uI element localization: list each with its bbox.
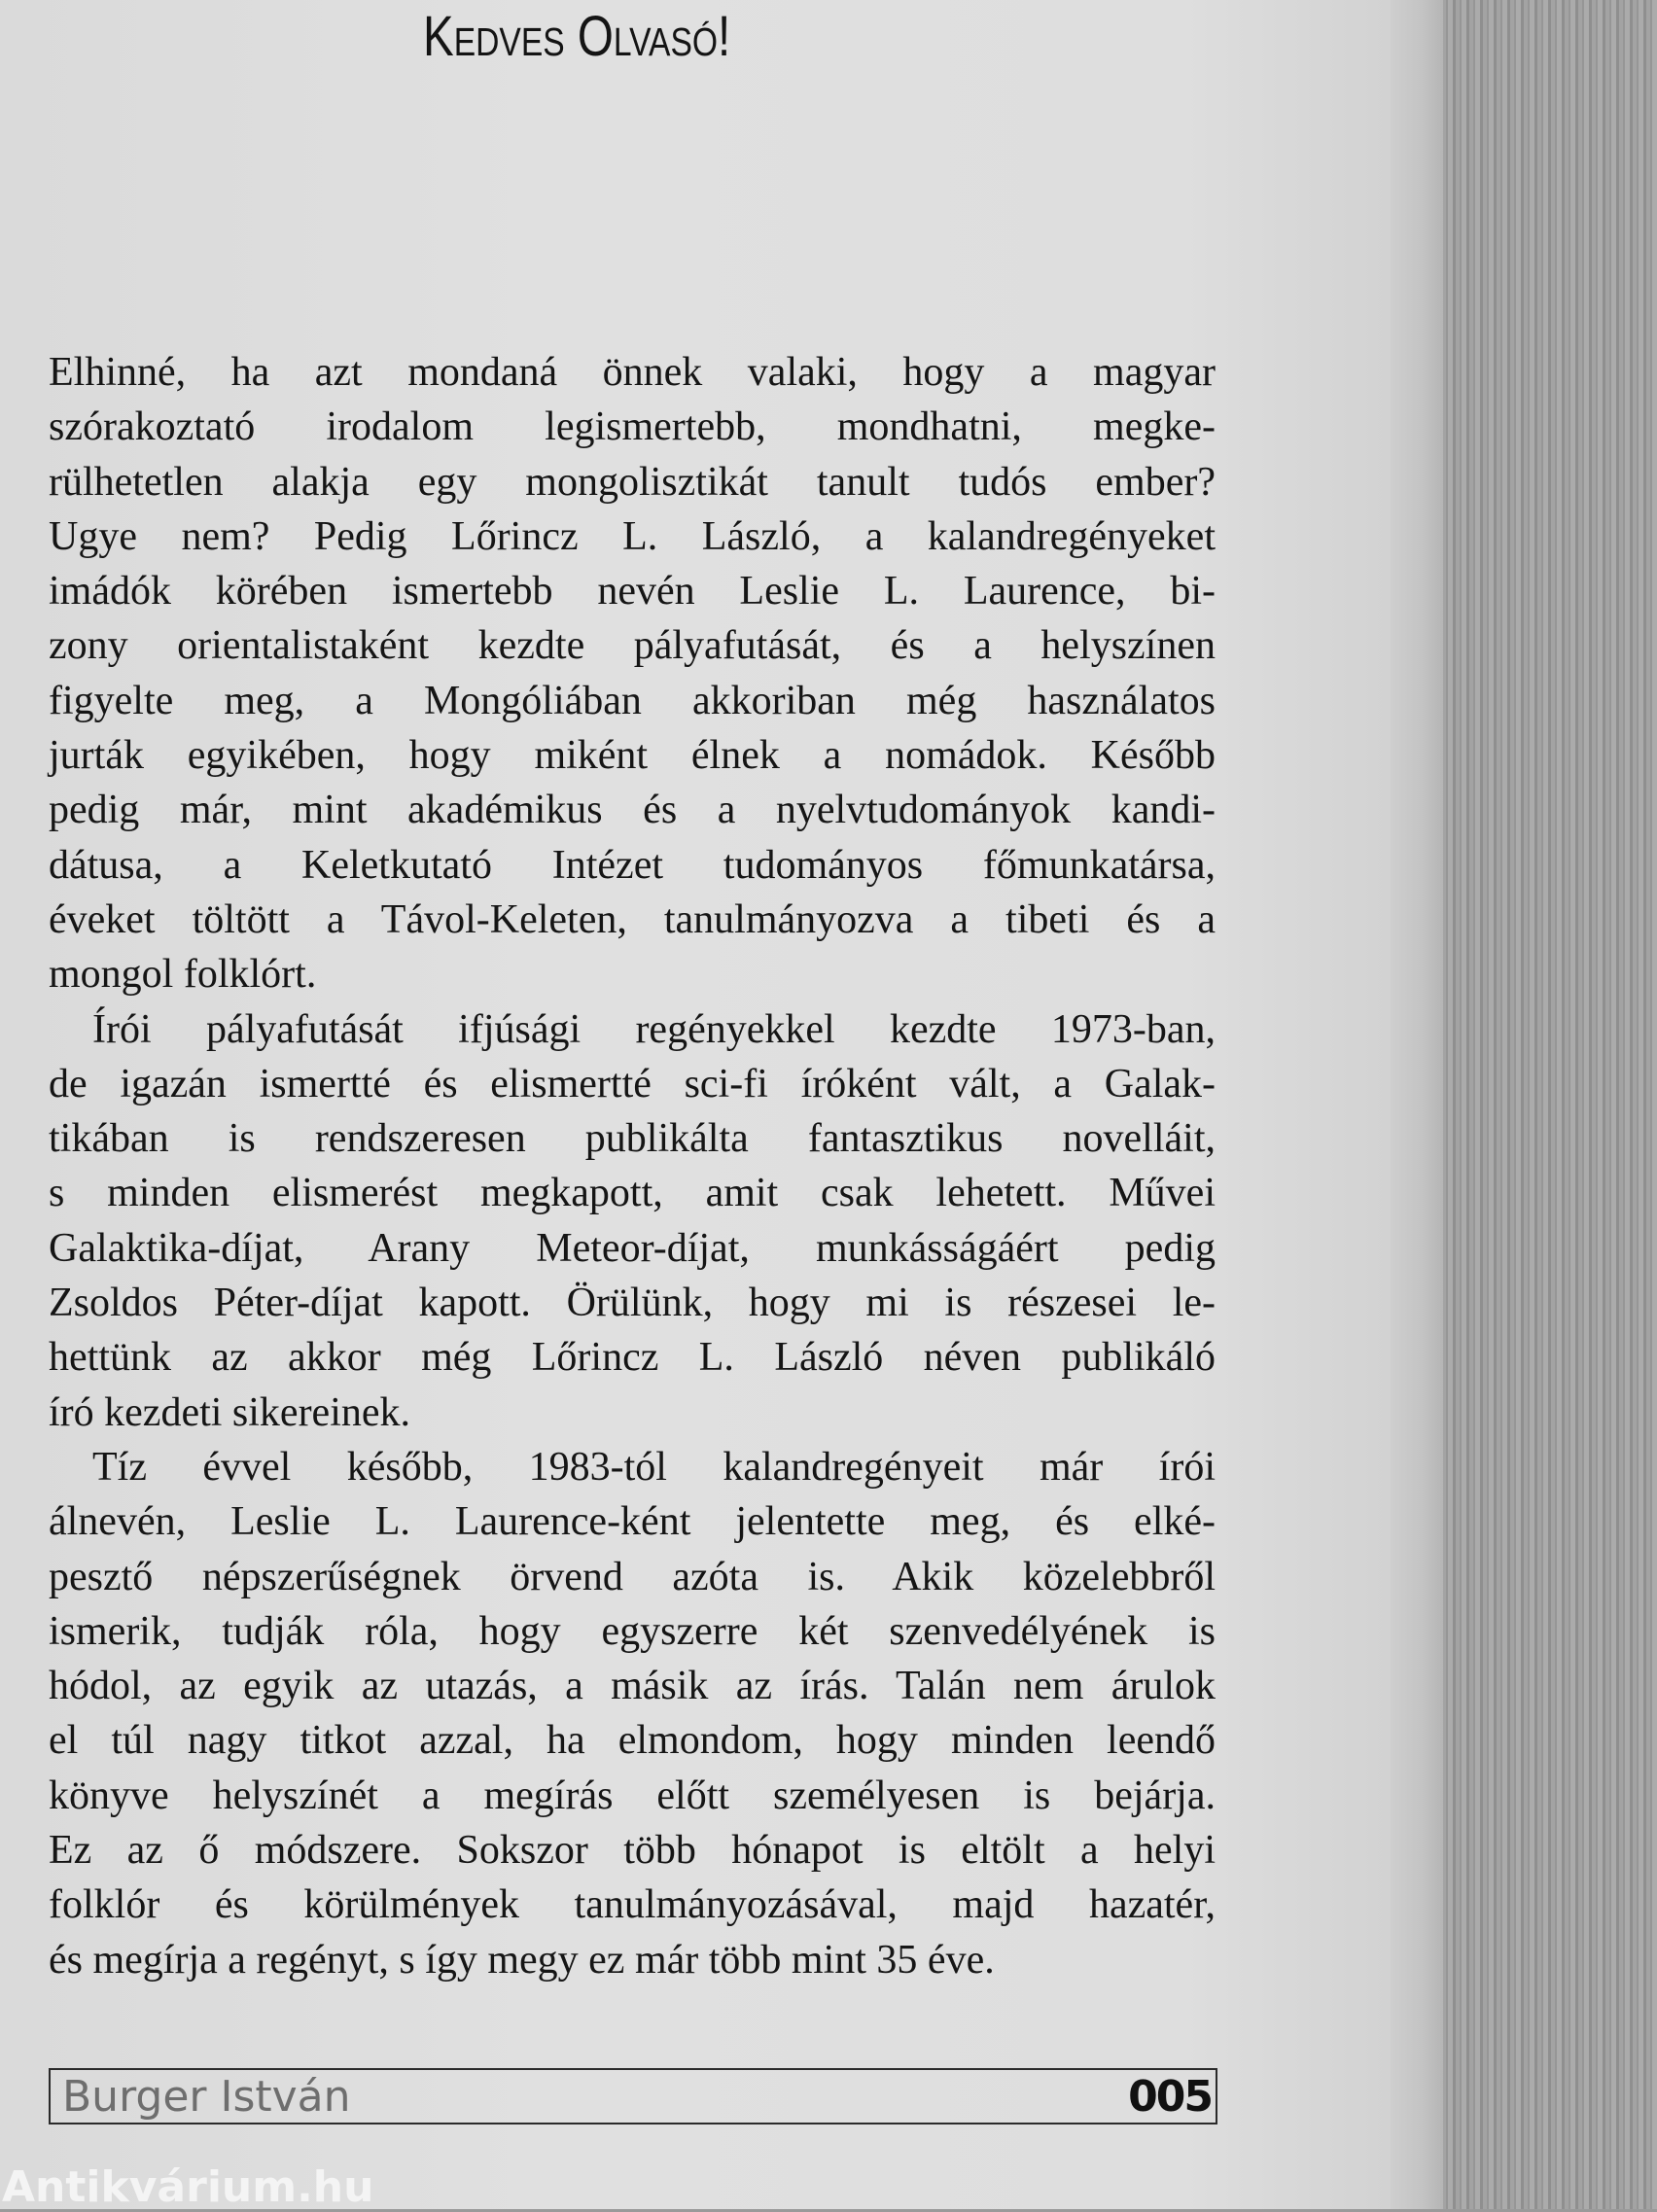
page-edge (1389, 0, 1443, 2209)
text-line: író kezdeti sikereinek. (49, 1389, 411, 1435)
text-line: el túl nagy titkot azzal, ha elmondom, hogy minden leendő (49, 1718, 1216, 1764)
text-line: álnevén, Leslie L. Laurence-ként jelentette meg, és elké- (49, 1499, 1216, 1545)
text-line: rülhetetlen alakja egy mongolisztikát tanult tudós ember? (49, 459, 1216, 505)
text-line: tikában is rendszeresen publikálta fantasztikus novelláit, (49, 1116, 1216, 1162)
paragraph (49, 1440, 1216, 1987)
text-line: szórakoztató irodalom legismertebb, mondhatni, megke- (49, 404, 1216, 450)
text-line: Ez az ő módszere. Sokszor több hónapot is eltölt a helyi (49, 1828, 1216, 1874)
text-line: s minden elismerést megkapott, amit csak lehetett. Művei (49, 1171, 1216, 1216)
text-line: dátusa, a Keletkutató Intézet tudományos főmunkatársa, (49, 842, 1216, 888)
text-line: Zsoldos Péter-díjat kapott. Örülünk, hogy mi is részesei le- (49, 1281, 1216, 1326)
text-line: imádók körében ismertebb nevén Leslie L. Laurence, bi- (49, 569, 1216, 614)
text-line: jurták egyikében, hogy miként élnek a nomádok. Később (49, 733, 1216, 779)
footer-author: Burger István (62, 2072, 351, 2122)
page-footer (49, 2068, 1217, 2124)
text-line: folklór és körülmények tanulmányozásával, majd hazatér, (49, 1882, 1216, 1928)
text-line: zony orientalistaként kezdte pályafutását, és a helyszínen (49, 623, 1216, 669)
text-line: és megírja a regényt, s így megy ez már több mint 35 éve. (49, 1937, 995, 1983)
text-line: hettünk az akkor még Lőrincz L. László néven publikáló (49, 1335, 1216, 1381)
text-line: Elhinné, ha azt mondaná önnek valaki, hogy a magyar (49, 350, 1216, 395)
paragraph (49, 1002, 1216, 1440)
text-line: Tíz évvel később, 1983-tól kalandregényeit már írói (92, 1444, 1216, 1490)
text-line: Ugye nem? Pedig Lőrincz L. László, a kalandregényeket (49, 513, 1216, 559)
body-text (49, 345, 1216, 1987)
text-line: mongol folklórt. (49, 952, 317, 998)
text-line: pesztő népszerűségnek örvend azóta is. Akik közelebbről (49, 1554, 1216, 1599)
paragraph (49, 345, 1216, 1002)
page-number: 005 (1128, 2072, 1212, 2122)
background-surface (1439, 0, 1657, 2209)
text-line: ismerik, tudják róla, hogy egyszerre két szenvedélyének is (49, 1608, 1216, 1654)
text-line: hódol, az egyik az utazás, a másik az írás. Talán nem árulok (49, 1664, 1216, 1709)
text-line: éveket töltött a Távol-Keleten, tanulmányozva a tibeti és a (49, 896, 1216, 942)
text-line: pedig már, mint akadémikus és a nyelvtudományok kandi- (49, 788, 1216, 833)
watermark: Antikvárium.hu (2, 2162, 374, 2212)
page-title: Kedves Olvasó! (423, 5, 731, 68)
text-line: de igazán ismertté és elismertté sci-fi íróként vált, a Galak- (49, 1061, 1216, 1106)
text-line: Galaktika-díjat, Arany Meteor-díjat, munkásságáért pedig (49, 1225, 1216, 1271)
text-line: Írói pályafutását ifjúsági regényekkel kezdte 1973-ban, (92, 1006, 1216, 1052)
text-line: könyve helyszínét a megírás előtt személyesen is bejárja. (49, 1773, 1216, 1818)
text-line: figyelte meg, a Mongóliában akkoriban még használatos (49, 678, 1216, 723)
